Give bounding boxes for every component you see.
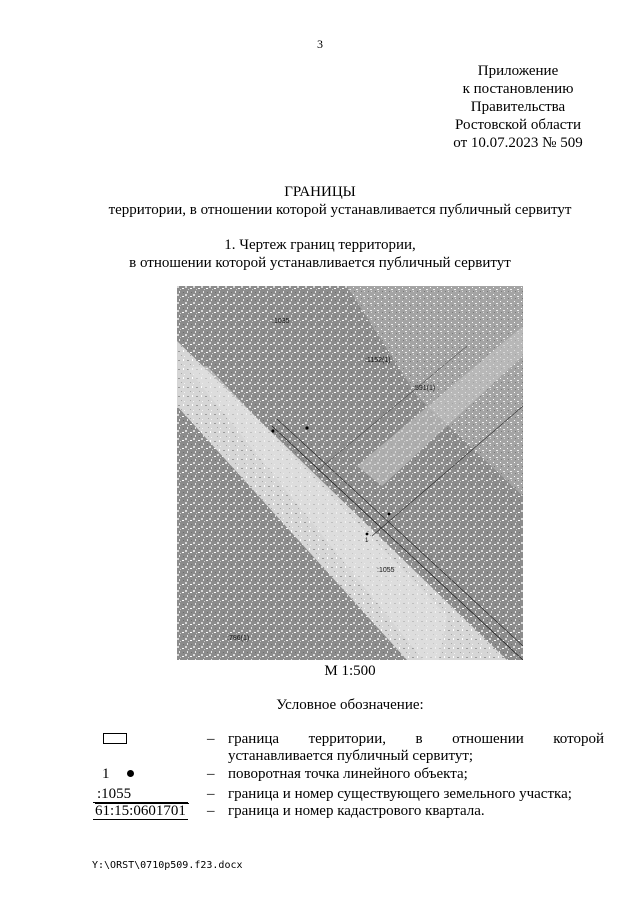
turning-point-dot-icon (127, 770, 134, 777)
parcel-label: :1035 (272, 318, 290, 325)
parcel-label: :1055 (377, 567, 395, 574)
appendix-line: Приложение (477, 63, 559, 79)
legend-dash: – (207, 731, 215, 747)
appendix-line: от 10.07.2023 № 509 (453, 135, 583, 151)
quarter-number-sample (93, 803, 188, 820)
legend-dash: – (207, 803, 215, 819)
section-heading: 1. Чертеж границ территории, (224, 237, 416, 253)
file-path-footer: Y:\ORST\0710p509.f23.docx (92, 860, 243, 871)
parcel-number-label: :1055 (95, 786, 189, 804)
legend-title: Условное обозначение: (276, 697, 424, 713)
legend-dash: – (207, 786, 215, 802)
turning-point-icon (271, 429, 274, 432)
legend-dash: – (207, 766, 215, 782)
legend-text: поворотная точка линейного объекта; (228, 766, 468, 782)
document-subtitle: территории, в отношении которой устанавливается публичный сервитут (108, 202, 572, 218)
parcel-label: :591(1) (413, 385, 436, 392)
point-label: 1 (365, 538, 369, 544)
legend-text: граница и номер существующего земельного участка; (228, 786, 572, 802)
appendix-block (420, 62, 616, 152)
turning-point-icon (305, 426, 308, 429)
turning-point-icon (388, 513, 391, 516)
legend-text-cont: устанавливается публичный сервитут; (228, 748, 474, 764)
parcel-label: :786(1) (227, 635, 250, 642)
quarter-number-label: 61:15:0601701 (95, 803, 186, 819)
legend-text: граница и номер кадастрового квартала. (228, 803, 485, 819)
boundary-rect-icon (103, 733, 127, 744)
section-heading-line2: в отношении которой устанавливается публичный сервитут (129, 255, 511, 271)
document-title: ГРАНИЦЫ (284, 184, 356, 200)
legend-text: граница территории, в отношении которой (228, 731, 604, 747)
boundary-map (177, 286, 523, 660)
appendix-line: Правительства (470, 99, 566, 115)
parcel-label: :1152(1) (365, 357, 391, 364)
appendix-line: Ростовской области (455, 117, 581, 133)
map-scale: М 1:500 (324, 663, 376, 679)
appendix-line: к постановлению (462, 81, 574, 97)
legend-point-number: 1 (102, 766, 110, 782)
page-number: 3 (317, 37, 323, 51)
turning-point-icon (366, 533, 369, 536)
